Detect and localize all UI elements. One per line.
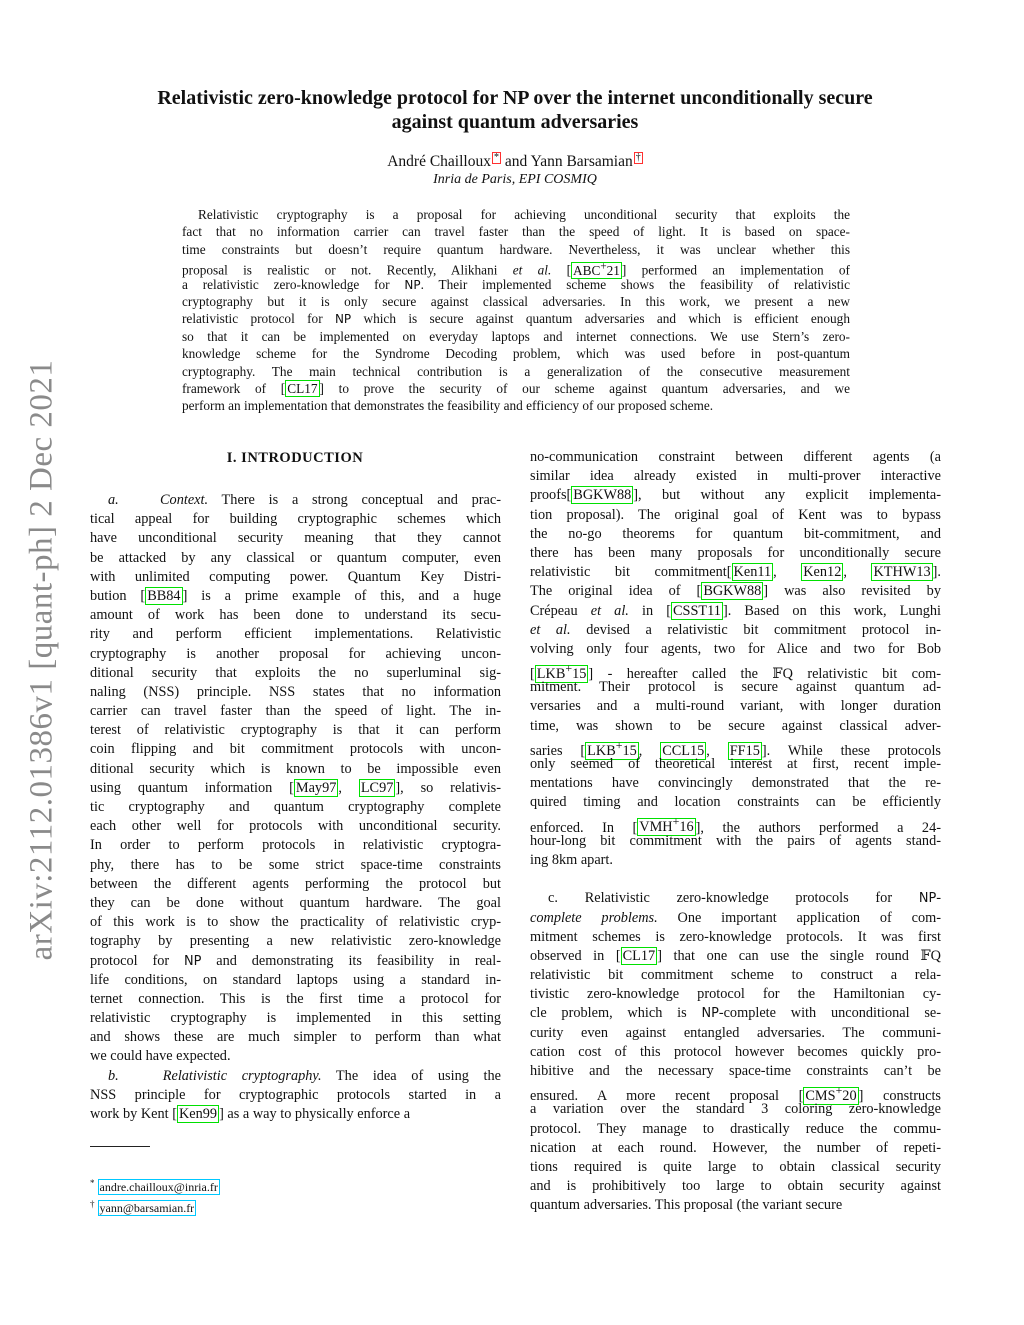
col-left-line: work by Kent [ Ken99 ] as a way to physically enforce a: [90, 1106, 411, 1122]
col-right-line: hibitive and the necessary space-time constraints can’t be: [530, 1063, 941, 1079]
col-left-line: of this work is to show the practicality of relativistic cryp-: [90, 914, 501, 931]
citation-link[interactable]: May97: [295, 779, 337, 796]
col-left-line: tical appeal for building cryptographic schemes which: [90, 511, 501, 528]
citation-link[interactable]: FF15: [729, 742, 760, 759]
citation-link[interactable]: ABC+21: [573, 260, 620, 278]
col-left-line: In order to perform protocols in relativistic cryptogra-: [90, 837, 501, 854]
col-left-line: coin flipping and bit commitment protocols with uncon-: [90, 741, 501, 758]
title-line-1: Relativistic zero-knowledge protocol for NP over the internet unconditionally secure: [157, 87, 873, 109]
citation-link[interactable]: LC97: [360, 779, 394, 796]
col-right-line: c. Relativistic zero-knowledge protocols for NP-: [548, 890, 941, 907]
author-2-name: Yann Barsamian: [530, 153, 633, 170]
col-left-line: protocol for NP and demonstrating its feasibility in real-: [90, 952, 502, 969]
author-1-footnote-link[interactable]: *: [493, 152, 499, 163]
col-left-line: life conditions, on standard laptops using a standard in-: [90, 971, 501, 988]
col-right-line: there has been many proposals for unconditionally secure: [530, 544, 941, 561]
col-left-line: with unlimited computing power. Quantum Key Distri-: [90, 568, 501, 585]
col-right-line: nication at each round. However, the number of repeti-: [530, 1139, 941, 1156]
col-left-line: a. Context. There is a strong conceptual and prac-: [108, 492, 501, 508]
abstract-line: fact that no information carrier can travel faster than the speed of light. It is based on space-: [182, 224, 850, 240]
section-heading-introduction: I. INTRODUCTION: [226, 450, 364, 466]
col-right-line: relativistic bit commitment[ Ken11 , Ken12 , KTHW13 ].: [530, 564, 941, 581]
abstract-line: relativistic protocol for NP which is secure against quantum adversaries and which is efficient enough: [182, 311, 850, 327]
email-link[interactable]: andre.chailloux@inria.fr: [99, 1180, 218, 1194]
abstract-line: proposal is realistic or not. Recently, Alikhani et al. [ ABC+21 ] performed an implementation of: [182, 260, 850, 278]
citation-link[interactable]: CMS+20: [805, 1083, 857, 1104]
col-right-line: no-communication constraint between different agents (a: [530, 449, 941, 465]
col-right-line: mitment schemes is zero-knowledge protocols. It was first: [530, 928, 941, 945]
footnote-item: [90, 1196, 220, 1217]
col-right-line: quired timing and location constraints can be efficiently: [530, 794, 941, 811]
col-right-line: saries [ LKB+15 , CCL15 , FF15 ]. While these protocols: [530, 737, 941, 759]
title-line-2: against quantum adversaries: [391, 111, 639, 133]
abstract-line: perform an implementation that demonstrates the feasibility and efficiency of our proposed scheme.: [182, 398, 714, 414]
col-right-line: protocol. They manage to drastically reduce the commu-: [530, 1120, 941, 1137]
col-right-line: enforced. In [ VMH+16 ], the authors performed a 24-: [530, 814, 941, 836]
col-left-line: phy, there has to be some strict space-time constraints: [90, 856, 501, 873]
left-column-text: [90, 491, 501, 1124]
col-right-line: complete problems. One important application of com-: [530, 909, 941, 926]
col-left-line: bution [ BB84 ] is a prime example of this, and a huge: [90, 587, 501, 604]
citation-link[interactable]: KTHW13: [873, 564, 931, 581]
citation-link[interactable]: CSST11: [672, 602, 721, 619]
abstract-line: Relativistic cryptography is a proposal for achieving unconditional security that exploits the: [198, 207, 850, 222]
abstract-line: a relativistic zero-knowledge for NP. Their implemented scheme shows the feasibility of relativistic: [182, 276, 850, 292]
col-left-line: rity and perform efficient implementations. Relativistic: [90, 626, 501, 643]
abstract-line: framework of [ CL17 ] to prove the security of our scheme against quantum adversaries, and we: [182, 380, 850, 396]
abstract-line: knowledge scheme for the Syndrome Decoding problem, which was used before in post-quantum: [182, 346, 850, 362]
col-right-line: mitment. Their protocol is secure against quantum ad-: [530, 679, 941, 696]
footnote-item: [90, 1175, 220, 1196]
col-right-line: Crépeau et al. in [ CSST11 ]. Based on this work, Lunghi: [530, 602, 941, 619]
citation-link[interactable]: LKB+15: [536, 661, 587, 682]
col-right-line: a variation over the standard 3 coloring zero-knowledge: [530, 1101, 941, 1118]
col-left-line: carrier can travel faster than the speed of light. The in-: [90, 703, 501, 720]
col-right-line: hour-long bit commitment with the pairs of agents stand-: [530, 832, 941, 849]
col-left-line: each other well for protocols with unconditional security.: [90, 818, 501, 835]
col-right-line: curity even against entangled adversaries. The communi-: [530, 1024, 941, 1041]
col-right-line: quantum adversaries. This proposal (the variant secure: [530, 1197, 843, 1214]
col-left-line: they can be done without quantum hardware. The goal: [90, 894, 501, 911]
col-right-line: cation cost of this protocol however becomes quickly pro-: [530, 1043, 941, 1060]
col-left-line: relativistic cryptography is implemented in this setting: [90, 1010, 501, 1027]
col-right-line: the no-go theorems for quantum bit-commitment, and: [530, 525, 941, 542]
abstract-line: time constraints but doesn’t require quantum hardware. Nevertheless, it was unclear whether this: [182, 241, 850, 257]
col-right-line: tion proposal). The original goal of Kent was to bypass: [530, 506, 941, 523]
citation-link[interactable]: Ken11: [733, 564, 772, 581]
author-1-name: André Chailloux: [387, 153, 491, 170]
col-right-line: et al. devised a relativistic bit commitment protocol in-: [530, 621, 941, 638]
col-right-line: ensured. A more recent proposal [ CMS+20 ] constructs: [530, 1083, 941, 1104]
citation-link[interactable]: LKB+15: [587, 737, 637, 759]
col-left-line: and shows these are much simpler to perform than what: [90, 1029, 501, 1046]
col-right-line: only seemed of theoretical interest at first, recent imple-: [530, 756, 941, 772]
col-right-line: [ LKB+15 ] - hereafter called the 𝔽Q relativistic bit com-: [530, 661, 941, 682]
citation-link[interactable]: Ken12: [803, 564, 842, 581]
citation-link[interactable]: Ken99: [178, 1106, 218, 1122]
abstract-line: so that it can be implemented on everyday laptops and internet connections. We use Stern’s zero-: [182, 328, 850, 344]
author-list: [90, 152, 940, 171]
footnotes: [90, 1175, 220, 1217]
col-left-line: NSS principle for cryptographic protocols started in a: [90, 1086, 501, 1103]
citation-link[interactable]: CCL15: [662, 742, 705, 759]
col-left-line: cryptography is another proposal for achieving uncon-: [90, 645, 501, 662]
col-right-line: and is prohibitively too large to obtain security against: [530, 1178, 941, 1195]
arxiv-identifier-stamp: [23, 345, 60, 975]
col-left-line: terest of relativistic cryptography is that it can perform: [90, 722, 501, 739]
citation-link[interactable]: BB84: [147, 587, 181, 604]
col-left-line: b. Relativistic cryptography. The idea of using the: [108, 1067, 501, 1084]
col-left-line: be attacked by any classical or quantum computer, even: [90, 549, 501, 566]
email-link[interactable]: yann@barsamian.fr: [99, 1201, 195, 1215]
col-left-line: ditional security that exploits the no superluminal sig-: [90, 664, 501, 681]
arxiv-identifier-text: arXiv:2112.01386v1 [quant-ph] 2 Dec 2021: [23, 359, 60, 961]
col-right-line: ing 8km apart.: [530, 851, 613, 868]
abstract: [182, 206, 850, 415]
col-right-line: cle problem, which is NP-complete with unconditional se-: [530, 1005, 942, 1022]
citation-link[interactable]: CL17: [287, 380, 318, 396]
col-left-line: using quantum information [ May97 , LC97 ], so relativis-: [90, 779, 501, 796]
col-left-line: we could have expected.: [90, 1048, 231, 1065]
footnote-mark: *: [90, 1178, 95, 1188]
col-left-line: ternet connection. This is the first time a protocol for: [90, 990, 501, 1007]
author-conjunction: and: [504, 153, 528, 170]
col-left-line: tography by presenting a new relativistic zero-knowledge: [90, 933, 501, 950]
col-left-line: tic cryptography and quantum cryptography complete: [90, 799, 501, 815]
right-column-text: [530, 448, 941, 1216]
citation-link[interactable]: CL17: [622, 947, 656, 964]
abstract-line: cryptography but it is only secure against classical adversaries. In this work, we present a new: [182, 293, 850, 309]
col-left-line: have unconditional security meaning that they cannot: [90, 530, 501, 547]
citation-link[interactable]: BGKW88: [703, 583, 762, 600]
col-right-line: The original idea of [ BGKW88 ] was also revisited by: [530, 583, 941, 600]
col-right-line: mentations have convincingly demonstrated that the re-: [530, 775, 941, 792]
col-right-line: proofs[ BGKW88 ], but without any explicit implementa-: [530, 487, 941, 504]
affiliation: Inria de Paris, EPI COSMIQ: [433, 172, 597, 187]
paper-title: [90, 86, 940, 134]
col-right-line: observed in [ CL17 ] that one can use the single round 𝔽Q: [530, 947, 941, 964]
col-left-line: ditional security which is known to be impossible even: [90, 760, 501, 777]
col-right-line: relativistic bit commitment scheme to construct a rela-: [530, 967, 941, 984]
footnote-divider: [90, 1146, 150, 1147]
col-right-line: volving only four agents, two for Alice and two for Bob: [530, 640, 941, 657]
col-left-line: between the different agents performing the protocol but: [90, 875, 501, 892]
author-2-footnote-link[interactable]: †: [635, 152, 641, 163]
col-right-line: tions required is quite large to obtain classical security: [530, 1158, 941, 1175]
col-right-line: tivistic zero-knowledge protocol for the Hamiltonian cy-: [530, 986, 941, 1003]
col-right-line: time, was shown to be secure against classical adver-: [530, 717, 941, 734]
footnote-mark: †: [90, 1199, 95, 1209]
abstract-line: cryptography. The main technical contribution is a generalization of the consecutive measurement: [182, 363, 850, 379]
citation-link[interactable]: BGKW88: [573, 487, 632, 504]
col-right-line: versaries and a multi-round variant, with longer duration: [530, 698, 941, 715]
col-left-line: amount of work has been done to understand its secu-: [90, 607, 501, 624]
col-right-line: [530, 870, 941, 889]
col-right-line: similar idea already existed in multi-prover interactive: [530, 468, 941, 485]
citation-link[interactable]: VMH+16: [639, 814, 694, 836]
col-left-line: naling (NSS) principle. NSS states that no information: [90, 683, 501, 700]
